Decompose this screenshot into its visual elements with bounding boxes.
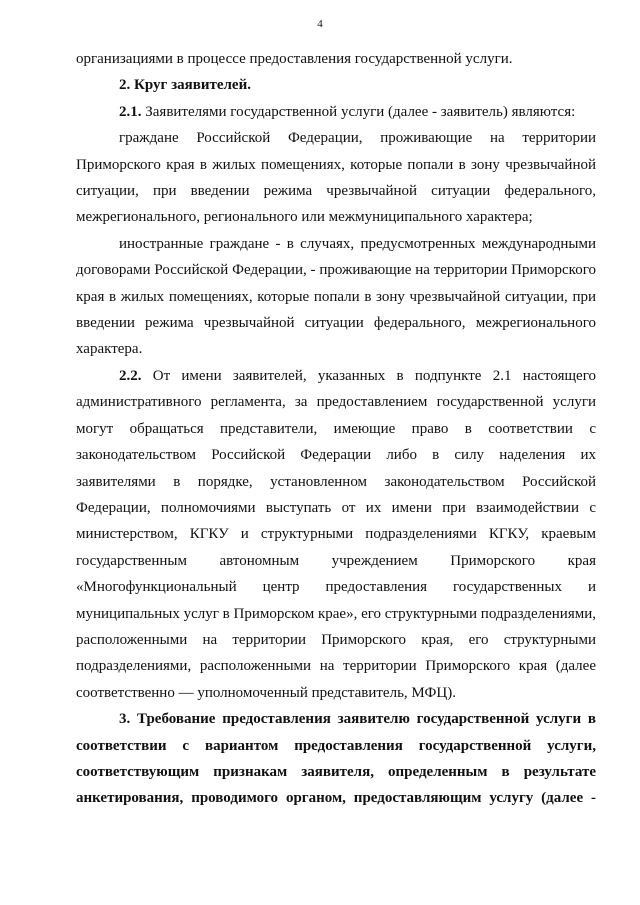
paragraph-foreign-citizens: иностранные граждане - в случаях, предусмотренных международными договорами Российской Федерации, - проживающие на территории Приморского края в жилых помещениях, которые попали в зону чрезвычайной ситуации, при введении режима чрезвычайной ситуации федерального, межрегионального характера.	[76, 235, 596, 358]
document-body	[76, 46, 596, 812]
paragraph-citizens: граждане Российской Федерации, проживающие на территории Приморского края в жилых помещениях, которые попали в зону чрезвычайной ситуации, при введении режима чрезвычайной ситуации федерального, межрегионального, регионального или межмуниципального характера;	[76, 130, 596, 226]
section-heading-applicants: 2. Круг заявителей.	[119, 77, 251, 94]
clause-number: 2.1.	[119, 103, 142, 120]
clause-2-1	[76, 99, 596, 125]
clause-text: Заявителями государственной услуги (далее - заявитель) являются:	[141, 103, 576, 120]
section-heading-requirement: 3. Требование предоставления заявителю государственной услуги в соответствии с вариантом предоставления государственной услуги, соответствующим признакам заявителя, определенным в результате анкетирования, проводимого органом, предоставляющим услугу (далее -	[76, 711, 596, 807]
clause-2-2	[76, 363, 596, 706]
page-number: 4	[317, 18, 323, 30]
clause-text: От имени заявителей, указанных в подпункте 2.1 настоящего административного регламента, за предоставлением государственной услуги могут обращаться представители, имеющие право в соответствии с законодательством Российской Федерации либо в силу наделения их заявителями в порядке, установленном законодательством Российской Федерации, полномочиями выступать от их имени при взаимодействии с министерством, КГКУ и структурными подразделениями КГКУ, краевым государственным автономным учреждением Приморского края «Многофункциональный центр предоставления государственных и муниципальных услуг в Приморском крае», его структурными подразделениями, расположенными на территории Приморского края, его структурными подразделениями, расположенными на территории Приморского края (далее соответственно — уполномоченный представитель, МФЦ).	[76, 367, 596, 701]
paragraph-continuation: организациями в процессе предоставления государственной услуги.	[76, 51, 513, 67]
clause-number: 2.2.	[119, 367, 142, 384]
